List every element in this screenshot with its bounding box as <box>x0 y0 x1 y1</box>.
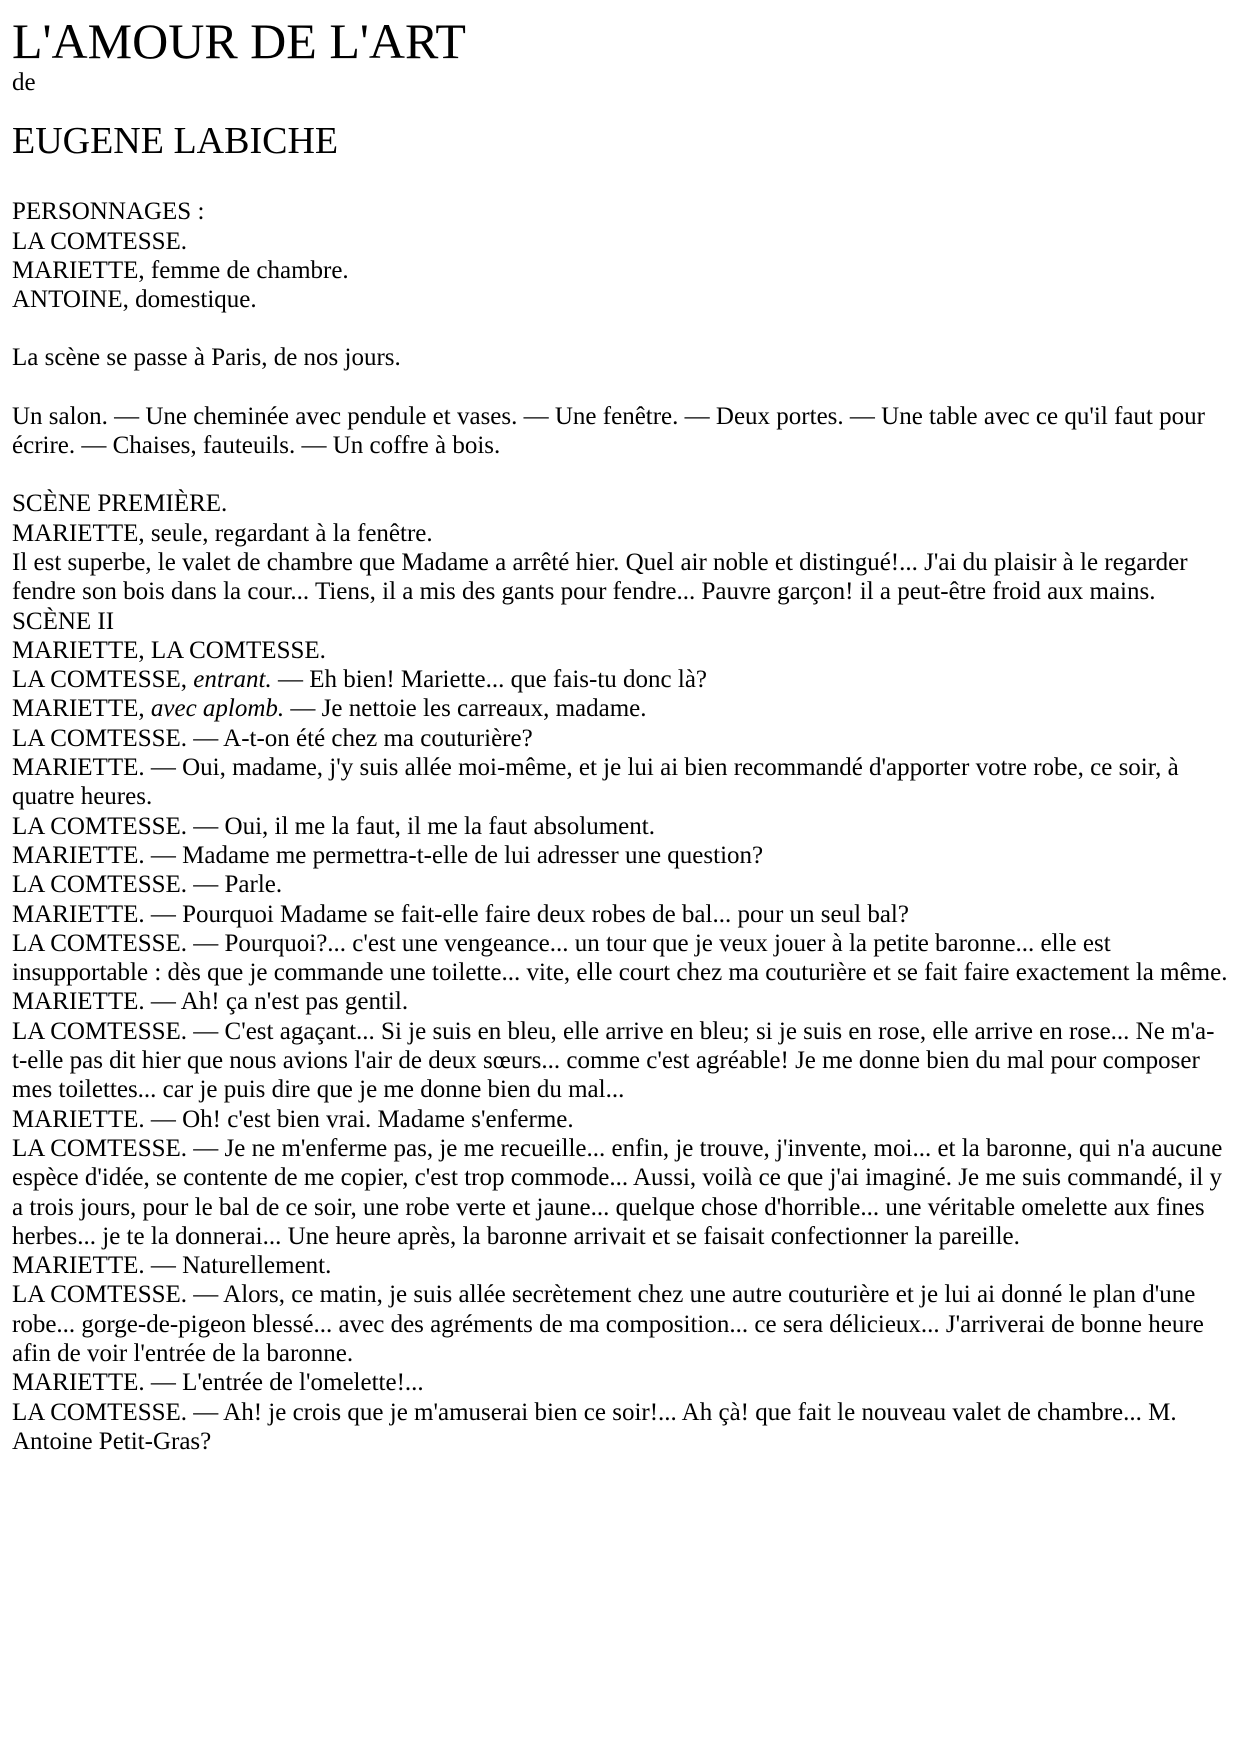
dialogue-line: MARIETTE. — Oui, madame, j'y suis allée moi-même, et je lui ai bien recommandé d'apporter votre robe, ce soir, à quatre heures. <box>12 754 1179 811</box>
dialogue-line <box>12 665 1228 694</box>
stage-direction-inline: entrant. <box>193 666 272 694</box>
stage-direction: MARIETTE, seule, regardant à la fenêtre. <box>12 519 433 547</box>
dialogue-line: MARIETTE. — Ah! ça n'est pas gentil. <box>12 988 409 1016</box>
scene-heading: SCÈNE II <box>12 607 115 635</box>
monologue-text: Il est superbe, le valet de chambre que Madame a arrêté hier. Quel air noble et distingué!... J'ai du plaisir à le regarder fendre son bois dans la cour... Tiens, il a mis des gants pour fendre... Pauvre garçon! il a peut-être froid aux mains. <box>12 548 1188 606</box>
dialogue-line: LA COMTESSE. — Parle. <box>12 871 283 899</box>
dialogue-line: LA COMTESSE. — Alors, ce matin, je suis allée secrètement chez une autre couturière et je lui ai donné le plan d'une robe... gorge-de-pigeon blessé... avec des agréments de ma composition... ce sera délicieux... J'arriverai de bonne heure afin de voir l'entrée de la baronne. <box>12 1281 1204 1367</box>
play-text <box>12 489 1228 1456</box>
scene-characters: MARIETTE, LA COMTESSE. <box>12 636 326 664</box>
cast-member: MARIETTE, femme de chambre. <box>12 256 349 284</box>
dialogue-line <box>12 694 1228 723</box>
play-title: L'AMOUR DE L'ART <box>12 13 466 69</box>
dialogue-line: LA COMTESSE. — Ah! je crois que je m'amuserai bien ce soir!... Ah çà! que fait le nouveau valet de chambre... M. Antoine Petit-Gras? <box>12 1398 1177 1455</box>
dialogue-speaker: LA COMTESSE, <box>12 666 194 694</box>
dialogue-line: LA COMTESSE. — A-t-on été chez ma couturière? <box>12 724 533 752</box>
dialogue-speech: — Eh bien! Mariette... que fais-tu donc là? <box>271 666 708 694</box>
cast-member: LA COMTESSE. <box>12 227 188 255</box>
cast-heading: PERSONNAGES : <box>12 198 205 226</box>
set-description-line: Un salon. — Une cheminée avec pendule et vases. — Une fenêtre. — Deux portes. — Une table avec ce qu'il faut pour écrire. — Chaises, fauteuils. — Un coffre à bois. <box>12 402 1205 460</box>
cast-member: ANTOINE, domestique. <box>12 286 257 314</box>
cast-list <box>12 197 1228 314</box>
dialogue-speech: — Je nettoie les carreaux, madame. <box>284 695 647 723</box>
dialogue-speaker: MARIETTE, <box>12 695 151 723</box>
set-description <box>12 402 1228 461</box>
dialogue-line: MARIETTE. — Pourquoi Madame se fait-elle faire deux robes de bal... pour un seul bal? <box>12 900 909 928</box>
dialogue-line: MARIETTE. — L'entrée de l'omelette!... <box>12 1369 424 1397</box>
dialogue-line: MARIETTE. — Oh! c'est bien vrai. Madame s'enferme. <box>12 1105 574 1133</box>
setting-line: La scène se passe à Paris, de nos jours. <box>12 344 401 372</box>
scene-heading: SCÈNE PREMIÈRE. <box>12 490 228 518</box>
dialogue-line: LA COMTESSE. — Je ne m'enferme pas, je me recueille... enfin, je trouve, j'invente, moi... et la baronne, qui n'a aucune espèce d'idée, se contente de me copier, c'est trop commode... Aussi, voilà ce que j'ai imaginé. Je me suis commandé, il y a trois jours, pour le bal de ce soir, une robe verte et jaune... quelque chose d'horrible... une véritable omelette aux fines herbes... je te la donnerai... Une heure après, la baronne arrivait et se faisait confectionner la pareille. <box>12 1134 1223 1250</box>
dialogue-line: MARIETTE. — Madame me permettra-t-elle de lui adresser une question? <box>12 841 764 869</box>
dialogue-line: LA COMTESSE. — Pourquoi?... c'est une vengeance... un tour que je veux jouer à la petite baronne... elle est insupportable : dès que je commande une toilette... vite, elle court chez ma couturière et se fait faire exactement la même. <box>12 929 1228 987</box>
setting-note <box>12 343 1228 372</box>
dialogue-line: LA COMTESSE. — C'est agaçant... Si je suis en bleu, elle arrive en bleu; si je suis en rose, elle arrive en rose... Ne m'a-t-elle pas dit hier que nous avions l'air de deux sœurs... comme c'est agréable! Je me donne bien du mal pour composer mes toilettes... car je puis dire que je me donne bien du mal... <box>12 1017 1215 1104</box>
author-name: EUGENE LABICHE <box>12 120 339 163</box>
stage-direction-inline: avec aplomb. <box>150 695 285 723</box>
dialogue-line: MARIETTE. — Naturellement. <box>12 1252 332 1280</box>
byline: de <box>12 69 36 96</box>
dialogue-line: LA COMTESSE. — Oui, il me la faut, il me la faut absolument. <box>12 812 655 840</box>
